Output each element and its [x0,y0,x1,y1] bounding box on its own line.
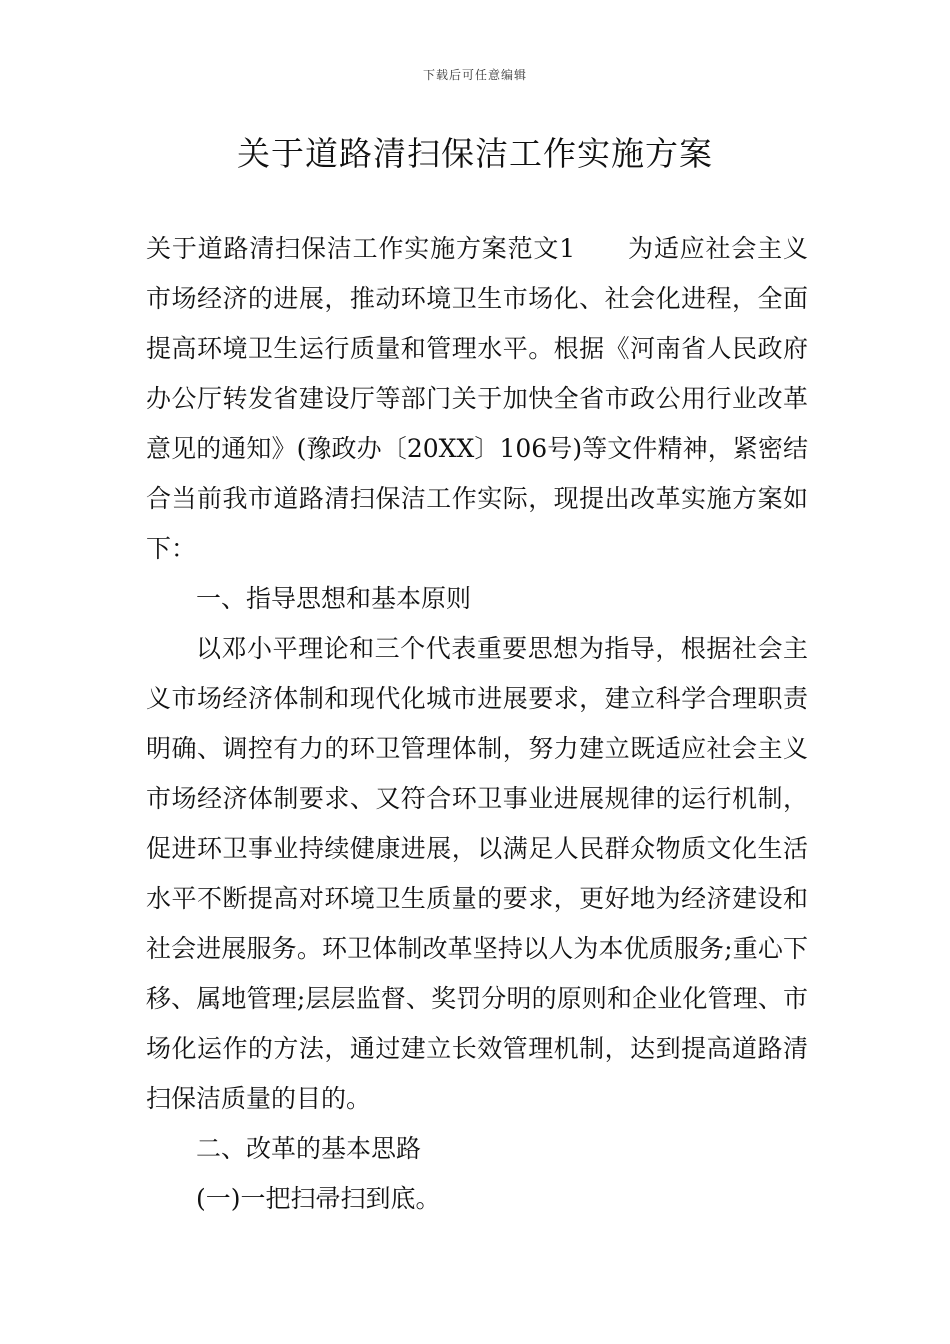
header-note: 下载后可任意编辑 [422,68,527,82]
intro-label: 关于道路清扫保洁工作实施方案范文1 [146,234,576,263]
subsection-1-heading: (一)一把扫帚扫到底。 [196,1184,441,1213]
section-1-paragraph: 以邓小平理论和三个代表重要思想为指导，根据社会主义市场经济体制和现代化城市进展要求，建立科学合理职责明确、调控有力的环卫管理体制，努力建立既适应社会主义市场经济体制要求、又符合环卫事业进展规律的运行机制，促进环卫事业持续健康进展，以满足人民群众物质文化生活水平不断提高对环境卫生质量的要求，更好地为经济建设和社会进展服务。环卫体制改革坚持以人为本优质服务;重心下移、属地管理;层层监督、奖罚分明的原则和企业化管理、市场化运作的方法，通过建立长效管理机制，达到提高道路清扫保洁质量的目的。 [146,634,808,1113]
document-body [146,224,808,1224]
section-1-heading: 一、指导思想和基本原则 [196,584,472,613]
document-title: 关于道路清扫保洁工作实施方案 [237,134,713,173]
section-2-heading: 二、改革的基本思路 [196,1134,422,1163]
intro-text: 为适应社会主义市场经济的进展，推动环境卫生市场化、社会化进程，全面提高环境卫生运行质量和管理水平。根据《河南省人民政府办公厅转发省建设厅等部门关于加快全省市政公用行业改革意见的通知》(豫政办〔20XX〕106号)等文件精神，紧密结合当前我市道路清扫保洁工作实际，现提出改革实施方案如下： [146,234,808,563]
intro-paragraph [146,224,808,574]
